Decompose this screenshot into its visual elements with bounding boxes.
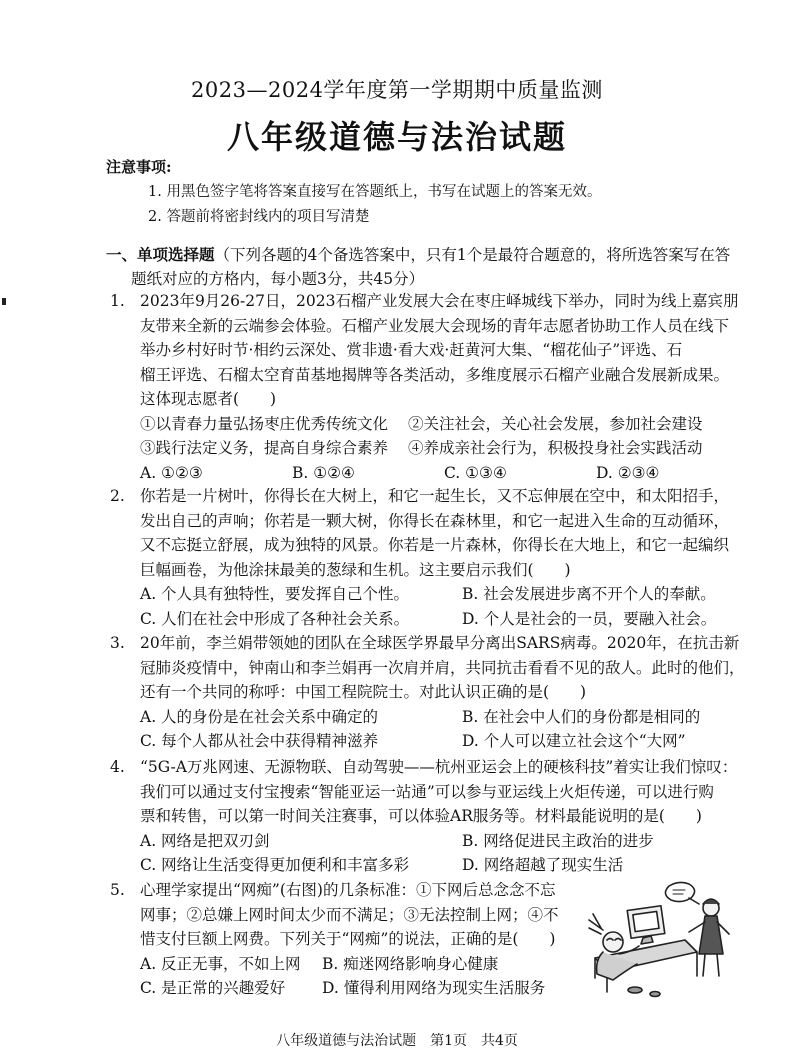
stem-line: 这体现志愿者( ) (140, 390, 277, 408)
question-3 (110, 631, 772, 754)
stem-line: 我们可以通过支付宝搜索“智能亚运一站通”可以参与亚运线上火炬传递，可以进行购 (140, 782, 714, 801)
option-a[interactable]: A. 人的身份是在社会关系中确定的 (140, 707, 379, 726)
stem-line: 票和转售，可以第一时间关注赛事，可以体验AR服务等。材料最能说明的是( ) (140, 807, 702, 825)
option-a[interactable]: A. 网络是把双刃剑 (140, 831, 270, 850)
stem-line: 你若是一片树叶，你得长在大树上，和它一起生长，又不忘伸展在空中，和太阳招手， (140, 487, 730, 505)
stem-line: 发出自己的声响；你若是一颗大树，你得长在森林里，和它一起进入生命的互动循环， (140, 511, 730, 530)
exam-title-subject: 八年级道德与法治试题 (226, 118, 567, 156)
option-a[interactable]: A. 反正无事，不如上网 (140, 954, 301, 973)
statement: ④养成亲社会行为，积极投身社会实践活动 (408, 439, 703, 457)
stem-line: 还有一个共同的称呼：中国工程院院士。对此认识正确的是( ) (140, 683, 587, 701)
stem-line: 网事；②总嫌上网时间太少而不满足；③无法控制上网；④不 (140, 905, 559, 924)
question-number: 1. (110, 292, 125, 310)
question-number: 2. (110, 487, 125, 505)
option-b[interactable]: B. 在社会中人们的身份都是相同的 (462, 707, 701, 726)
option-b[interactable]: B. 痴迷网络影响身心健康 (322, 954, 499, 973)
stem-line: 2023年9月26-27日，2023石榴产业发展大会在枣庄峄城线下举办，同时为线上嘉宾朋 (140, 292, 739, 310)
stem-line: “5G-A万兆网速、无源物联、自动驾驶——杭州亚运会上的硬核科技”着实让我们惊叹： (140, 758, 738, 776)
option-d[interactable]: D. 个人是社会的一员，要融入社会。 (462, 609, 717, 628)
question-number: 5. (110, 881, 125, 899)
exam-title-term: 2023—2024学年度第一学期期中质量监测 (191, 78, 603, 102)
option-d[interactable]: D. 网络超越了现实生活 (462, 856, 624, 874)
question-stem (140, 631, 772, 705)
stem-line: 又不忘挺立舒展，成为独特的风景。你若是一片森林，你得长在大地上，和它一起编织 (140, 536, 730, 554)
statement: ①以青春力量弘扬枣庄优秀传统文化 (140, 414, 389, 433)
option-c[interactable]: C. 是正常的兴趣爱好 (140, 979, 286, 997)
internet-addiction-cartoon (585, 880, 735, 1000)
options (140, 582, 772, 631)
question-2 (110, 484, 772, 631)
option-c[interactable]: C. ①③④ (444, 463, 507, 482)
statement: ②关注社会，关心社会发展，参加社会建设 (408, 414, 703, 433)
option-c[interactable]: C. 每个人都从社会中获得精神滋养 (140, 732, 379, 750)
binding-margin-mark (2, 298, 6, 305)
question-stem (140, 755, 772, 829)
stem-line: 巨幅画卷，为他涂抹最美的葱绿和生机。这主要启示我们( ) (140, 560, 571, 579)
statement: ③践行法定义务，提高自身综合素养 (140, 439, 389, 457)
section-instructions-line1: （下列各题的4个备选答案中，只有1个是最符合题意的，将所选答案写在答 (214, 246, 731, 264)
statement-list (140, 412, 772, 461)
options (140, 705, 772, 754)
stem-line: 榴王评选、石榴太空育苗基地揭牌等各类活动，多维度展示石榴产业融合发展新成果。 (140, 365, 730, 384)
option-a[interactable]: A. 个人具有独特性，要发挥自己个性。 (140, 585, 410, 603)
question-1 (110, 289, 772, 485)
option-b[interactable]: B. ①②④ (292, 463, 355, 482)
question-number: 4. (110, 758, 125, 776)
question-5 (110, 878, 588, 1001)
option-c[interactable]: C. 人们在社会中形成了各种社会关系。 (140, 609, 410, 628)
option-b[interactable]: B. 社会发展进步离不开个人的奉献。 (462, 585, 716, 603)
page-footer: 八年级道德与法治试题 第1页 共4页 (276, 1033, 518, 1049)
notice-item-1: 1. 用黑色签字笔将答案直接写在答题纸上，书写在试题上的答案无效。 (148, 184, 602, 200)
option-a[interactable]: A. ①②③ (140, 463, 203, 482)
question-stem (140, 878, 588, 952)
options (140, 952, 588, 1001)
question-stem (140, 484, 772, 582)
question-stem (140, 289, 772, 412)
question-4 (110, 755, 772, 878)
stem-line: 20年前，李兰娟带领她的团队在全球医学界最早分离出SARS病毒。2020年，在抗击新 (140, 634, 740, 652)
stem-line: 惜支付巨额上网费。下列关于“网痴”的说法，正确的是( ) (140, 930, 556, 948)
section-label: 一、单项选择题 (106, 245, 215, 264)
notice-item-2: 2. 答题前将密封线内的项目写清楚 (148, 209, 370, 225)
options (140, 829, 772, 878)
option-d[interactable]: D. ②③④ (596, 463, 660, 482)
stem-line: 心理学家提出“网痴”(右图)的几条标准：①下网后总念念不忘 (140, 881, 556, 899)
options (140, 461, 772, 486)
option-d[interactable]: D. 懂得利用网络为现实生活服务 (322, 979, 546, 997)
option-d[interactable]: D. 个人可以建立社会这个“大网” (462, 732, 686, 750)
notice-heading: 注意事项: (106, 158, 172, 176)
stem-line: 举办乡村好时节·相约云深处、赏非遗·看大戏·赶黄河大集、“榴花仙子”评选、石 (140, 341, 683, 359)
stem-line: 冠肺炎疫情中，钟南山和李兰娟再一次肩并肩，共同抗击看看不见的敌人。此时的他们， (140, 658, 745, 677)
option-c[interactable]: C. 网络让生活变得更加便利和丰富多彩 (140, 856, 410, 874)
question-number: 3. (110, 634, 125, 652)
stem-line: 友带来全新的云端参会体验。石榴产业发展大会现场的青年志愿者协助工作人员在线下 (140, 316, 730, 335)
section-instructions-line2: 题纸对应的方格内，每小题3分，共45分） (131, 270, 425, 288)
option-b[interactable]: B. 网络促进民主政治的进步 (462, 831, 654, 850)
section-heading (106, 243, 766, 291)
